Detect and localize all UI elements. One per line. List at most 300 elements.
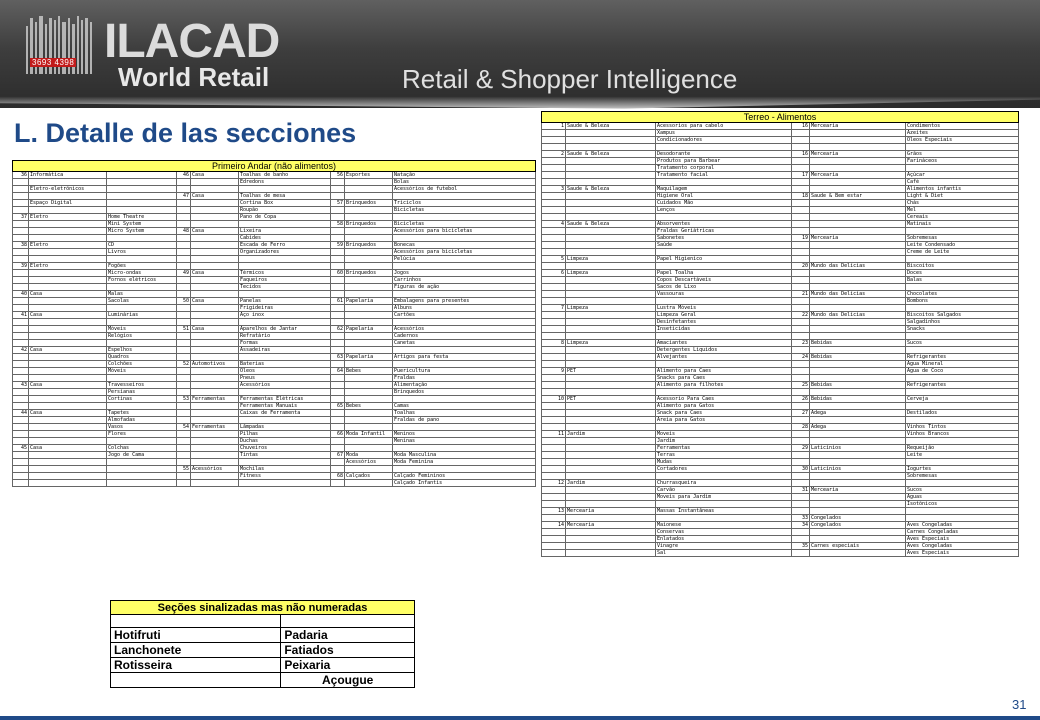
ground-floor-cell — [566, 158, 656, 165]
first-floor-cell — [13, 256, 29, 263]
ground-floor-cell — [542, 438, 566, 445]
first-floor-cell: Chuveiros — [239, 445, 331, 452]
ground-floor-cell: 4 — [542, 221, 566, 228]
first-floor-cell — [345, 193, 393, 200]
first-floor-cell: Fogões — [107, 263, 177, 270]
ground-floor-cell: 1 — [542, 123, 566, 130]
ground-floor-cell: Condimentos — [906, 123, 1019, 130]
first-floor-cell — [331, 466, 345, 473]
ground-floor-cell — [792, 130, 810, 137]
ground-floor-cell: Carnes Congeladas — [906, 529, 1019, 536]
ground-floor-cell — [566, 354, 656, 361]
first-floor-cell — [29, 480, 107, 487]
legend-row — [111, 673, 415, 688]
ground-floor-cell — [566, 543, 656, 550]
ground-floor-cell — [542, 284, 566, 291]
first-floor-row — [13, 438, 536, 445]
ground-floor-cell: Aves Especiais — [906, 550, 1019, 557]
first-floor-cell — [177, 179, 191, 186]
ground-floor-cell: Papel Toalha — [656, 270, 792, 277]
first-floor-cell — [13, 200, 29, 207]
ground-floor-cell — [566, 312, 656, 319]
ground-floor-row — [542, 410, 1019, 417]
first-floor-cell — [107, 319, 177, 326]
ground-floor-cell: Biscoitos — [906, 263, 1019, 270]
first-floor-cell: 52 — [177, 361, 191, 368]
ground-floor-cell: Saude & Beleza — [566, 186, 656, 193]
first-floor-cell: Puericultura — [393, 368, 536, 375]
first-floor-cell: CD — [107, 242, 177, 249]
first-floor-row — [13, 249, 536, 256]
first-floor-cell — [13, 270, 29, 277]
first-floor-cell — [345, 445, 393, 452]
ground-floor-cell: Sobremesas — [906, 235, 1019, 242]
first-floor-cell — [107, 256, 177, 263]
ground-floor-cell — [810, 221, 906, 228]
ground-floor-cell: Snack para Caes — [656, 410, 792, 417]
first-floor-cell — [331, 291, 345, 298]
ground-floor-cell — [566, 172, 656, 179]
first-floor-cell: Casa — [191, 193, 239, 200]
legend-cell — [281, 615, 415, 628]
ground-floor-cell: Laticínios — [810, 466, 906, 473]
first-floor-cell: 53 — [177, 396, 191, 403]
first-floor-cell: Tintas — [239, 452, 331, 459]
ground-floor-cell: Amaciantes — [656, 340, 792, 347]
ground-floor-cell: Mundo das Delícias — [810, 291, 906, 298]
first-floor-cell — [331, 207, 345, 214]
ground-floor-cell — [542, 249, 566, 256]
legend-cell: Peixaria — [281, 658, 415, 673]
first-floor-cell — [177, 480, 191, 487]
ground-floor-cell: Vinagre — [656, 543, 792, 550]
first-floor-cell: Papelaria — [345, 298, 393, 305]
first-floor-cell: Papelaria — [345, 354, 393, 361]
first-floor-cell — [107, 480, 177, 487]
first-floor-cell — [345, 417, 393, 424]
ground-floor-cell — [792, 536, 810, 543]
first-floor-cell: Persianas — [107, 389, 177, 396]
first-floor-cell — [177, 431, 191, 438]
ground-floor-cell: 31 — [792, 487, 810, 494]
ground-floor-cell: Creme de Leite — [906, 249, 1019, 256]
ground-floor-row — [542, 221, 1019, 228]
first-floor-cell — [13, 438, 29, 445]
first-floor-row — [13, 242, 536, 249]
first-floor-cell — [177, 473, 191, 480]
ground-floor-cell — [810, 333, 906, 340]
first-floor-cell — [393, 193, 536, 200]
first-floor-cell: Brinquedos — [345, 221, 393, 228]
first-floor-cell — [13, 389, 29, 396]
ground-floor-cell: Bebidas — [810, 340, 906, 347]
first-floor-cell: Escada de Ferro — [239, 242, 331, 249]
ground-floor-cell — [810, 130, 906, 137]
ground-floor-cell — [906, 228, 1019, 235]
ground-floor-row — [542, 123, 1019, 130]
ground-floor-cell: Conservas — [656, 529, 792, 536]
header-banner — [0, 0, 1040, 108]
first-floor-cell: Livros — [107, 249, 177, 256]
ground-floor-row — [542, 368, 1019, 375]
ground-floor-cell — [792, 319, 810, 326]
first-floor-cell — [107, 186, 177, 193]
ground-floor-cell — [566, 466, 656, 473]
legend-cell: Padaria — [281, 628, 415, 643]
ground-floor-cell: Açúcar — [906, 172, 1019, 179]
first-floor-cell: Casa — [29, 445, 107, 452]
ground-floor-cell: 8 — [542, 340, 566, 347]
first-floor-cell — [191, 333, 239, 340]
ground-floor-cell — [566, 326, 656, 333]
ground-floor-cell: Saude & Beleza — [566, 123, 656, 130]
ground-floor-cell — [906, 459, 1019, 466]
ground-floor-cell — [810, 200, 906, 207]
ground-floor-cell: 17 — [792, 172, 810, 179]
first-floor-cell: Acessórios — [393, 326, 536, 333]
ground-floor-cell: 33 — [792, 515, 810, 522]
ground-floor-cell — [656, 179, 792, 186]
first-floor-cell: 39 — [13, 263, 29, 270]
first-floor-cell — [13, 424, 29, 431]
ground-floor-cell — [566, 501, 656, 508]
ground-floor-cell — [656, 424, 792, 431]
first-floor-cell — [393, 466, 536, 473]
ground-floor-row — [542, 158, 1019, 165]
ground-floor-cell — [542, 410, 566, 417]
ground-floor-cell — [906, 417, 1019, 424]
first-floor-cell: Home Theatre — [107, 214, 177, 221]
ground-floor-cell: Adega — [810, 424, 906, 431]
ground-floor-row — [542, 480, 1019, 487]
first-floor-table — [12, 160, 536, 487]
first-floor-cell — [29, 207, 107, 214]
first-floor-cell: Mini System — [107, 221, 177, 228]
first-floor-cell — [177, 207, 191, 214]
ground-floor-cell — [906, 347, 1019, 354]
first-floor-cell — [107, 172, 177, 179]
first-floor-cell — [331, 193, 345, 200]
first-floor-cell — [331, 375, 345, 382]
ground-floor-cell — [906, 144, 1019, 151]
first-floor-cell — [177, 459, 191, 466]
ground-floor-row — [542, 459, 1019, 466]
ground-floor-row — [542, 361, 1019, 368]
ground-floor-cell — [792, 214, 810, 221]
first-floor-cell: Colchas — [107, 445, 177, 452]
ground-floor-cell — [906, 403, 1019, 410]
first-floor-cell: Casa — [191, 298, 239, 305]
first-floor-cell: Artigos para festa — [393, 354, 536, 361]
ground-floor-cell — [810, 431, 906, 438]
first-floor-cell — [345, 389, 393, 396]
first-floor-cell — [331, 361, 345, 368]
ground-floor-cell: 9 — [542, 368, 566, 375]
first-floor-cell — [191, 452, 239, 459]
ground-floor-cell — [566, 459, 656, 466]
ground-floor-cell — [906, 333, 1019, 340]
ground-floor-cell — [792, 144, 810, 151]
ground-floor-row — [542, 389, 1019, 396]
first-floor-cell — [29, 368, 107, 375]
ground-floor-cell: Condicionadores — [656, 137, 792, 144]
first-floor-cell — [29, 270, 107, 277]
ground-floor-cell — [542, 130, 566, 137]
first-floor-cell: Casa — [191, 326, 239, 333]
legend-row — [111, 643, 415, 658]
ground-floor-cell — [810, 417, 906, 424]
first-floor-cell — [331, 235, 345, 242]
ground-floor-cell: 19 — [792, 235, 810, 242]
first-floor-cell — [345, 284, 393, 291]
ground-floor-cell — [566, 333, 656, 340]
first-floor-cell: Acessórios — [239, 382, 331, 389]
ground-floor-cell — [542, 452, 566, 459]
first-floor-cell — [13, 480, 29, 487]
first-floor-cell: Jogos — [393, 270, 536, 277]
first-floor-cell — [331, 319, 345, 326]
first-floor-cell — [191, 417, 239, 424]
first-floor-cell — [29, 361, 107, 368]
first-floor-cell — [13, 221, 29, 228]
first-floor-cell — [393, 235, 536, 242]
first-floor-cell — [29, 396, 107, 403]
first-floor-cell — [177, 256, 191, 263]
first-floor-row — [13, 368, 536, 375]
first-floor-cell: Almofadas — [107, 417, 177, 424]
ground-floor-cell: Cerveja — [906, 396, 1019, 403]
first-floor-cell: 38 — [13, 242, 29, 249]
first-floor-cell: Móveis — [107, 368, 177, 375]
ground-floor-cell — [542, 214, 566, 221]
first-floor-cell — [345, 277, 393, 284]
ground-floor-cell — [566, 375, 656, 382]
first-floor-cell — [331, 263, 345, 270]
ground-floor-cell: 24 — [792, 354, 810, 361]
ground-floor-cell — [810, 186, 906, 193]
ground-floor-cell — [542, 200, 566, 207]
ground-floor-cell — [792, 270, 810, 277]
ground-floor-cell: Jardim — [656, 438, 792, 445]
ground-floor-cell: Alvejantes — [656, 354, 792, 361]
first-floor-cell: Eletro — [29, 242, 107, 249]
first-floor-cell: Carrinhos — [393, 277, 536, 284]
ground-floor-cell: Desinfetantes — [656, 319, 792, 326]
first-floor-cell: Albuns — [393, 305, 536, 312]
ground-floor-cell — [566, 473, 656, 480]
ground-floor-cell: Mercearia — [566, 508, 656, 515]
ground-floor-cell — [810, 319, 906, 326]
first-floor-cell — [239, 480, 331, 487]
first-floor-row — [13, 256, 536, 263]
ground-floor-table-title: Terreo - Alimentos — [542, 112, 1019, 123]
first-floor-cell — [331, 396, 345, 403]
ground-floor-cell — [810, 508, 906, 515]
ground-floor-cell: Mercearia — [810, 235, 906, 242]
ground-floor-cell — [542, 501, 566, 508]
ground-floor-cell: Sucos — [906, 340, 1019, 347]
first-floor-cell: Caixas de Ferramenta — [239, 410, 331, 417]
ground-floor-cell — [810, 403, 906, 410]
ground-floor-cell: Azeites — [906, 130, 1019, 137]
ground-floor-cell — [542, 417, 566, 424]
first-floor-cell — [191, 319, 239, 326]
first-floor-cell — [191, 305, 239, 312]
first-floor-cell: 68 — [331, 473, 345, 480]
first-floor-cell — [177, 284, 191, 291]
first-floor-cell: Aço inox — [239, 312, 331, 319]
first-floor-cell — [13, 319, 29, 326]
first-floor-cell: Natação — [393, 172, 536, 179]
ground-floor-cell: Xampus — [656, 130, 792, 137]
first-floor-cell: Tecidos — [239, 284, 331, 291]
ground-floor-cell — [656, 249, 792, 256]
first-floor-row — [13, 298, 536, 305]
first-floor-cell — [191, 375, 239, 382]
ground-floor-cell: Destilados — [906, 410, 1019, 417]
first-floor-row — [13, 228, 536, 235]
ground-floor-cell: Vassouras — [656, 291, 792, 298]
ground-floor-cell — [542, 165, 566, 172]
ground-floor-row — [542, 466, 1019, 473]
ground-floor-cell — [810, 452, 906, 459]
ground-floor-cell — [566, 137, 656, 144]
first-floor-cell — [345, 466, 393, 473]
first-floor-cell — [191, 431, 239, 438]
ground-floor-cell: 12 — [542, 480, 566, 487]
first-floor-cell — [29, 326, 107, 333]
first-floor-cell — [13, 368, 29, 375]
first-floor-cell: Cartões — [393, 312, 536, 319]
first-floor-row — [13, 221, 536, 228]
ground-floor-cell — [656, 515, 792, 522]
ground-floor-cell: 2 — [542, 151, 566, 158]
ground-floor-cell — [542, 466, 566, 473]
first-floor-cell: 44 — [13, 410, 29, 417]
ground-floor-cell — [792, 158, 810, 165]
first-floor-cell: Embalagens para presentes — [393, 298, 536, 305]
first-floor-cell: Aparelhos de Jantar — [239, 326, 331, 333]
ground-floor-cell — [810, 144, 906, 151]
ground-floor-row — [542, 144, 1019, 151]
first-floor-cell — [29, 277, 107, 284]
first-floor-cell — [13, 179, 29, 186]
first-floor-cell — [331, 333, 345, 340]
first-floor-cell — [331, 340, 345, 347]
first-floor-row — [13, 459, 536, 466]
ground-floor-cell: Mudas — [656, 459, 792, 466]
first-floor-cell — [345, 228, 393, 235]
ground-floor-cell: Mercearia — [810, 487, 906, 494]
ground-floor-row — [542, 494, 1019, 501]
ground-floor-cell — [566, 403, 656, 410]
first-floor-cell — [345, 375, 393, 382]
ground-floor-cell: Carvão — [656, 487, 792, 494]
ground-floor-row — [542, 529, 1019, 536]
first-floor-cell: Lixeira — [239, 228, 331, 235]
first-floor-cell — [191, 312, 239, 319]
first-floor-cell — [345, 382, 393, 389]
ground-floor-cell: 26 — [792, 396, 810, 403]
first-floor-table-title: Primeiro Andar (não alimentos) — [13, 161, 536, 172]
first-floor-cell — [29, 235, 107, 242]
first-floor-cell: Canetas — [393, 340, 536, 347]
first-floor-cell — [13, 466, 29, 473]
first-floor-cell: Pneus — [239, 375, 331, 382]
ground-floor-cell — [566, 382, 656, 389]
first-floor-cell — [29, 228, 107, 235]
ground-floor-cell: Café — [906, 179, 1019, 186]
ground-floor-cell — [542, 319, 566, 326]
ground-floor-cell — [810, 165, 906, 172]
first-floor-cell: Espaço Digital — [29, 200, 107, 207]
first-floor-cell — [191, 354, 239, 361]
first-floor-cell: Malas — [107, 291, 177, 298]
first-floor-cell — [177, 242, 191, 249]
first-floor-cell — [13, 235, 29, 242]
first-floor-cell — [331, 312, 345, 319]
ground-floor-cell — [566, 410, 656, 417]
first-floor-cell: Calçado Infantis — [393, 480, 536, 487]
first-floor-cell — [345, 340, 393, 347]
first-floor-row — [13, 193, 536, 200]
first-floor-cell — [345, 186, 393, 193]
ground-floor-cell: Limpeza — [566, 256, 656, 263]
ground-floor-cell — [542, 375, 566, 382]
first-floor-cell — [191, 473, 239, 480]
first-floor-cell — [331, 389, 345, 396]
first-floor-cell — [177, 319, 191, 326]
first-floor-cell: Acessórios — [345, 459, 393, 466]
first-floor-cell — [331, 480, 345, 487]
ground-floor-cell — [906, 480, 1019, 487]
first-floor-cell — [331, 417, 345, 424]
first-floor-cell — [177, 312, 191, 319]
legend-cell: Rotisseira — [111, 658, 281, 673]
ground-floor-cell: Agua de Coco — [906, 368, 1019, 375]
first-floor-cell — [331, 249, 345, 256]
ground-floor-row — [542, 270, 1019, 277]
ground-floor-cell — [656, 144, 792, 151]
ground-floor-cell — [906, 256, 1019, 263]
ground-floor-cell: Congelados — [810, 515, 906, 522]
first-floor-cell — [177, 221, 191, 228]
first-floor-cell — [177, 354, 191, 361]
first-floor-cell — [239, 291, 331, 298]
first-floor-cell — [29, 452, 107, 459]
ground-floor-cell: Refrigerantes — [906, 382, 1019, 389]
first-floor-cell — [191, 235, 239, 242]
first-floor-cell: Oleos — [239, 368, 331, 375]
ground-floor-cell — [566, 179, 656, 186]
ground-floor-cell — [792, 186, 810, 193]
ground-floor-cell: 27 — [792, 410, 810, 417]
first-floor-cell — [191, 249, 239, 256]
ground-floor-cell: Sucos — [906, 487, 1019, 494]
ground-floor-cell — [566, 536, 656, 543]
first-floor-cell: 51 — [177, 326, 191, 333]
ground-floor-cell — [566, 550, 656, 557]
ground-floor-row — [542, 396, 1019, 403]
ground-floor-cell: Balas — [906, 277, 1019, 284]
first-floor-cell — [345, 305, 393, 312]
legend-cell: Lanchonete — [111, 643, 281, 658]
ground-floor-cell — [566, 284, 656, 291]
first-floor-row — [13, 200, 536, 207]
first-floor-cell — [331, 424, 345, 431]
ground-floor-cell: Laticínios — [810, 445, 906, 452]
ground-floor-cell — [542, 235, 566, 242]
